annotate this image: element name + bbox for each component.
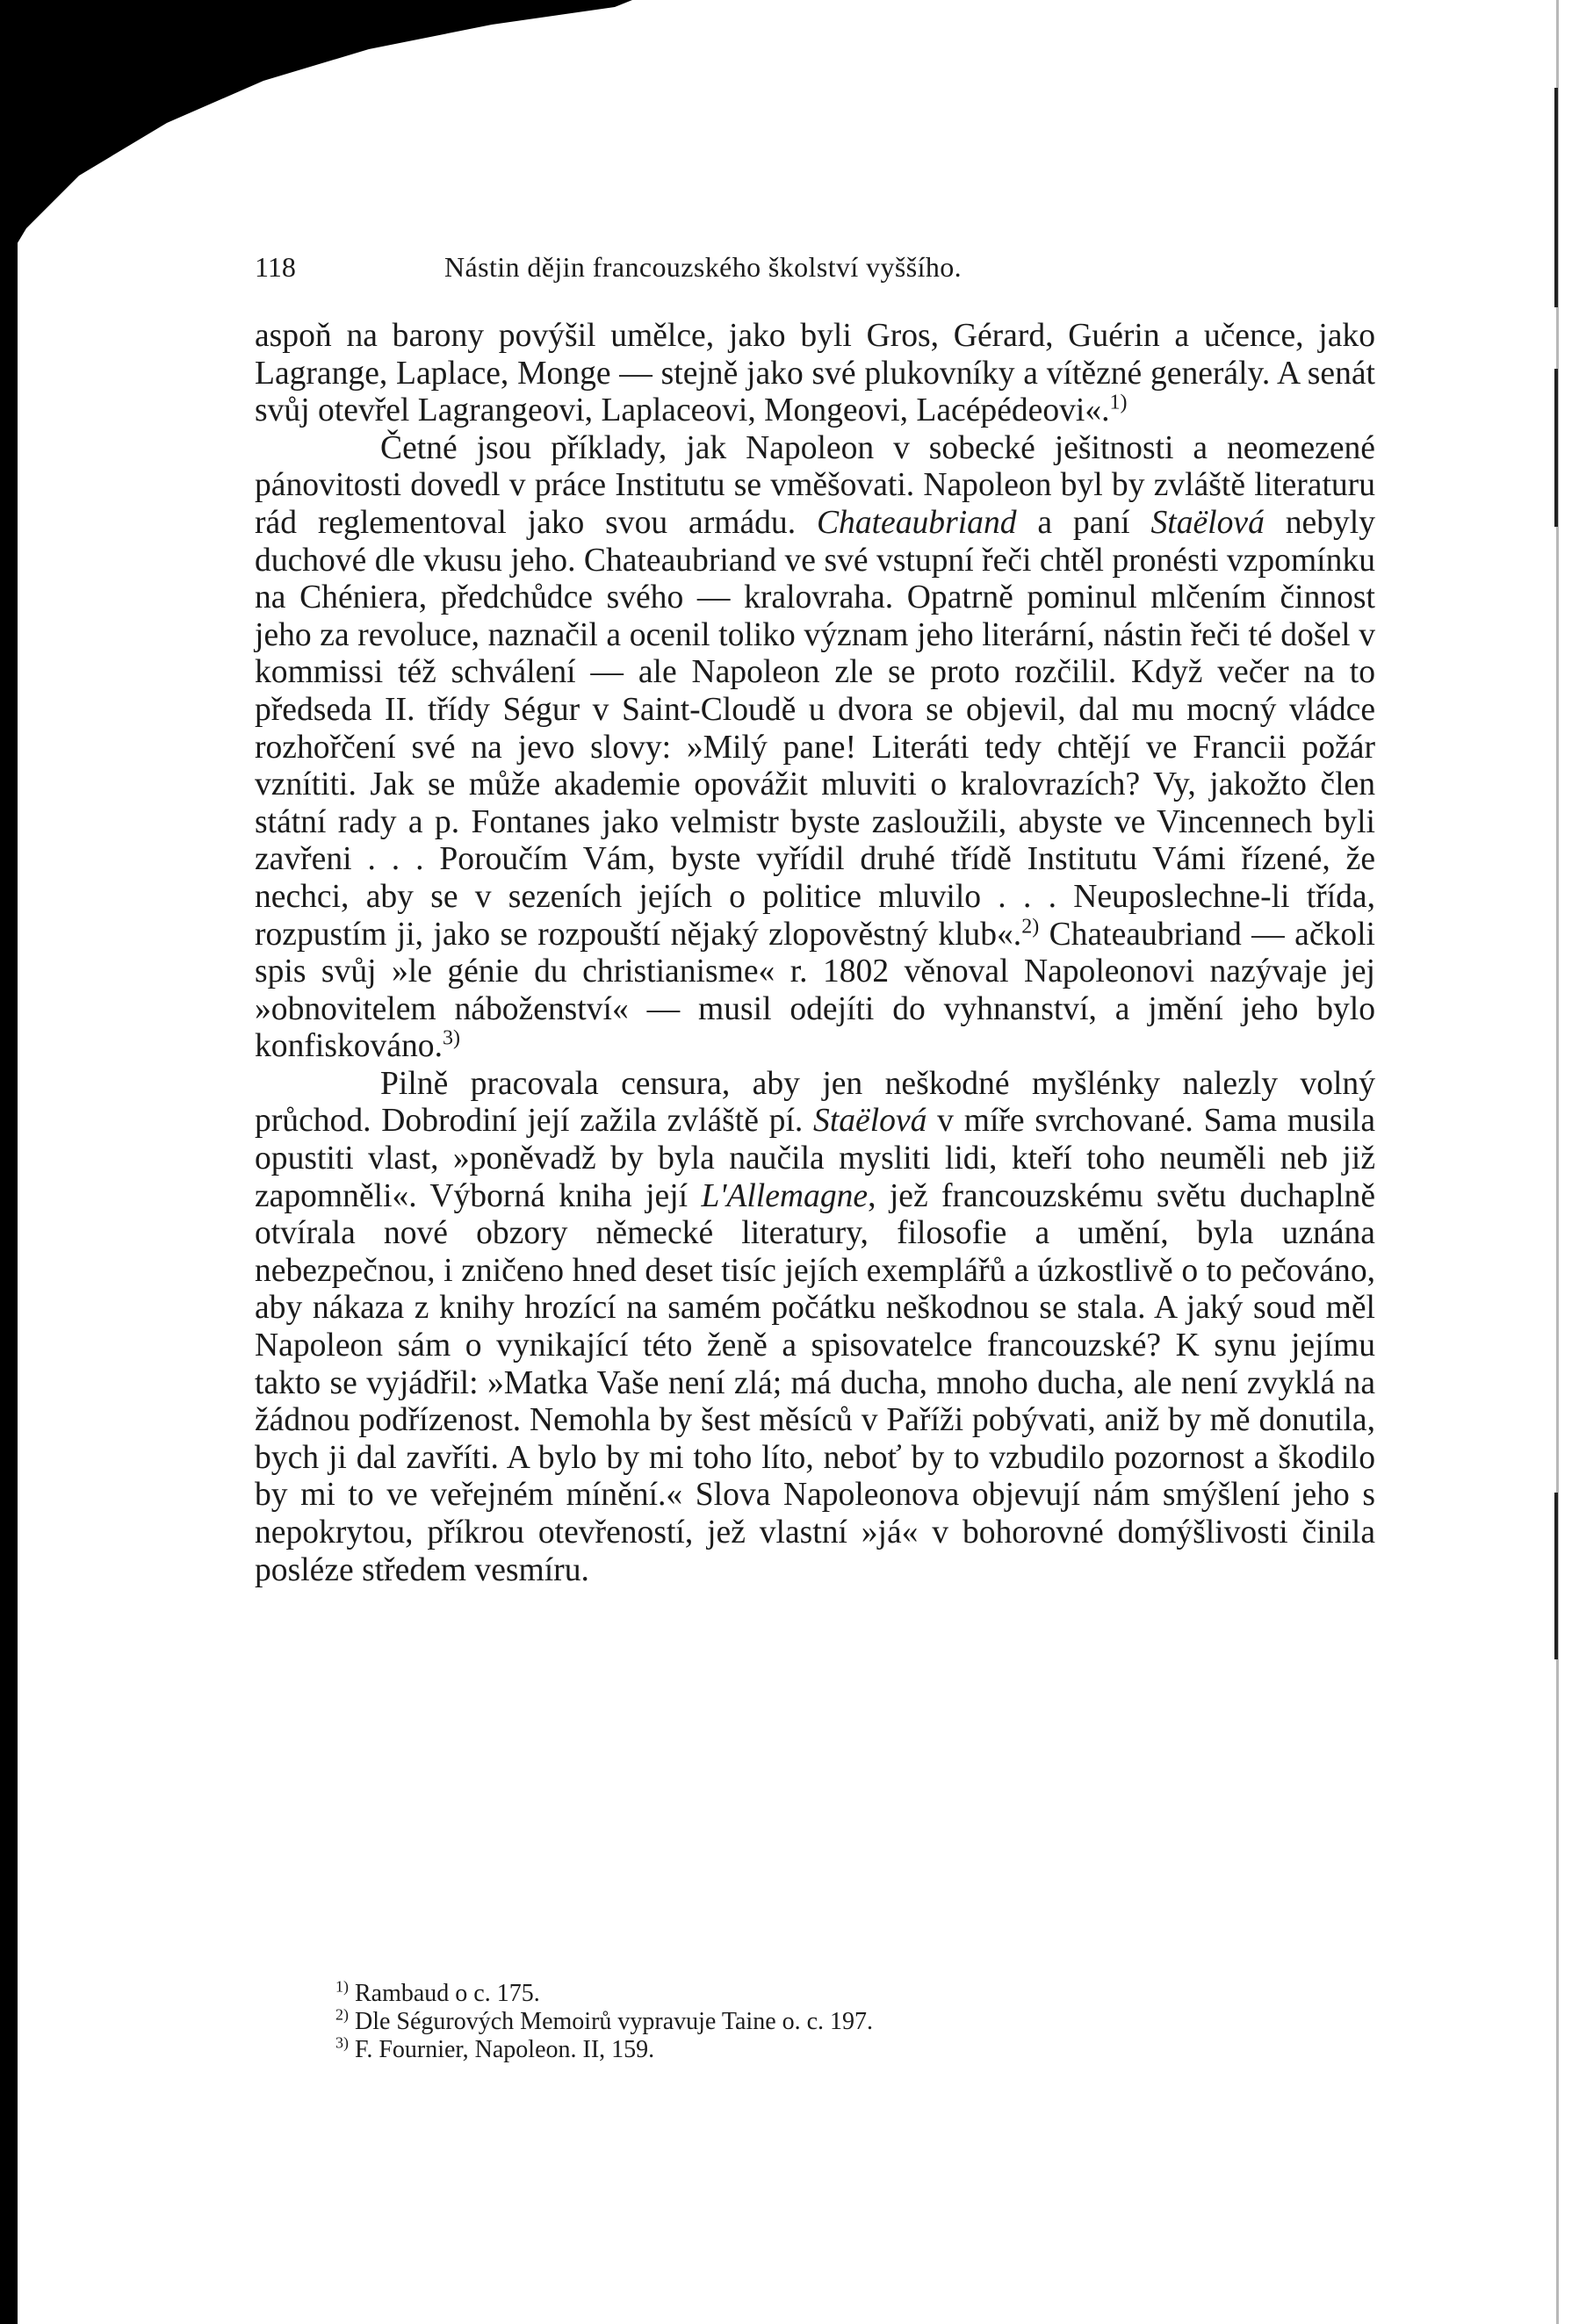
footnote-text: Rambaud o c. 175.: [355, 1980, 540, 2007]
italic-lallemagne: L'Allemagne: [701, 1177, 869, 1214]
scan-corner-shadow: [0, 0, 632, 272]
italic-stael-2: Staëlová: [813, 1103, 927, 1140]
footnote-mark: 3: [335, 2033, 343, 2052]
footnote-text: Dle Ségurových Memoirů vypravuje Taine o. c. 197.: [355, 2008, 874, 2035]
paragraph-3: [255, 1066, 1375, 1589]
scan-mark-right-3: [1554, 1493, 1558, 1659]
body-text: [255, 318, 1375, 1589]
footnote-ref-1: 1): [1109, 391, 1128, 414]
paragraph-2-text-1: Četné jsou příklady, jak Napoleon v sobecké ješitnosti a neomezené pánovitosti dovedl v práce Institutu se vměšovati. Napoleon byl by zvláště literaturu rád reglementoval jako svou armádu.: [255, 429, 1375, 541]
footnote-ref-2: 2): [1021, 914, 1040, 938]
paragraph-3-text-1: Pilně pracovala censura, aby jen neškodné myšlénky nalezly volný průchod. Dobrodiní její zažila zvláště pí.: [255, 1065, 1375, 1140]
footnote-3: $^{3)}$ F. Fournier, Napoleon. II, 159.: [335, 2033, 655, 2063]
footnote-ref-3: 3): [442, 1026, 460, 1050]
paragraph-1: [255, 318, 1375, 430]
paragraph-2: [255, 430, 1375, 1066]
paragraph-2-text-4: Chateaubriand — ačkoli spis svůj »le génie du christianisme« r. 1802 věnoval Napoleonovi nazývaje jej »obnovitelem náboženství« — musil odejíti do vyhnanství, a jmění jeho bylo konfiskováno.: [255, 916, 1375, 1065]
italic-chateaubriand: Chateaubriand: [816, 504, 1017, 541]
page-number: 118: [255, 251, 296, 283]
footnotes: [335, 1977, 1214, 2064]
paragraph-3-text-3: , jež francouzskému světu duchaplně otvírala nové obzory německé literatury, filosofie a umění, byla uznána nebezpečnou, i zničeno hned deset tisíc jejích exemplářů a úzkostlivě o to pečováno, aby nákaza z knihy hrozící na samém počátku neškodnou se stala. A jaký soud měl Napoleon sám o vynikající této ženě a spisovatelce francouzské? K synu jejímu takto se vyjádřil: »Matka Vaše není zlá; má ducha, mnoho ducha, ale není zvyklá na žádnou podřízenost. Nemohla by šest měsíců v Paříži pobývati, aniž by mě donutila, bych ji dal zavříti. A bylo by mi toho líto, neboť by to vzbudilo pozornost a škodilo by mi to ve veřejném mínění.« Slova Napoleonova objevují nám smýšlení jeho s nepokrytou, příkrou otevřeností, jež vlastní »já« v bohorovné domýšlivosti činila posléze středem vesmíru.: [255, 1177, 1375, 1588]
scan-border-left: [0, 0, 18, 2324]
footnote-mark: 2: [335, 2005, 343, 2024]
footnote-1: $^{1)}$ Rambaud o c. 175.: [335, 1977, 540, 2007]
footnote-mark: 1: [335, 1977, 343, 1996]
scan-mark-right-1: [1554, 88, 1558, 307]
scan-mark-right-2: [1554, 369, 1558, 527]
footnote-text: F. Fournier, Napoleon. II, 159.: [355, 2036, 655, 2063]
paragraph-3-text-2: v míře svrchované. Sama musila opustiti vlast, »poněvadž by byla naučila mysliti lidi, kteří toho neuměli neb již zapomněli«. Výborná kniha její: [255, 1103, 1376, 1214]
footnote-2: $^{2)}$ Dle Ségurových Memoirů vypravuje Taine o. c. 197.: [335, 2005, 874, 2035]
running-title: Nástin dějin francouzského školství vyššího.: [444, 251, 963, 283]
page-header: [255, 251, 1370, 286]
scan-border-right: [1556, 0, 1559, 2324]
paragraph-2-text-3: nebyly duchové dle vkusu jeho. Chateaubriand ve své vstupní řeči chtěl pronésti vzpomínku na Chéniera, předchůdce svého — kralovraha. Opatrně pominul mlčením činnost jeho za revoluce, naznačil a ocenil toliko význam jeho literární, nástin řeči té došel v kommissi též schválení — ale Napoleon zle se proto rozčilil. Když večer na to předseda II. třídy Ségur v Saint-Cloudě u dvora se objevil, dal mu mocný vládce rozhořčení své na jevo slovy: »Milý pane! Literáti tedy chtějí ve Francii požár vznítiti. Jak se může akademie opovážit mluviti o kralovrazích? Vy, jakožto člen státní rady a p. Fontanes jako velmistr byste zasloužili, abyste ve Vincennech byli zavřeni . . . Poroučím Vám, byste vyřídil druhé třídě Institutu Vámi řízené, že nechci, aby se v sezeních jejích o politice mluvilo . . . Neuposlechne-li třída, rozpustím ji, jako se rozpouští nějaký zlopověstný klub«.: [255, 504, 1376, 953]
paragraph-1-text: aspoň na barony povýšil umělce, jako byli Gros, Gérard, Guérin a učence, jako Lagrange, Laplace, Monge — stejně jako své plukovníky a vítězné generály. A senát svůj otevřel Lagrangeovi, Laplaceovi, Mongeovi, Lacépédeovi«.: [255, 318, 1375, 429]
paragraph-2-text-2: a paní: [1016, 504, 1151, 541]
italic-stael: Staëlová: [1150, 504, 1265, 541]
